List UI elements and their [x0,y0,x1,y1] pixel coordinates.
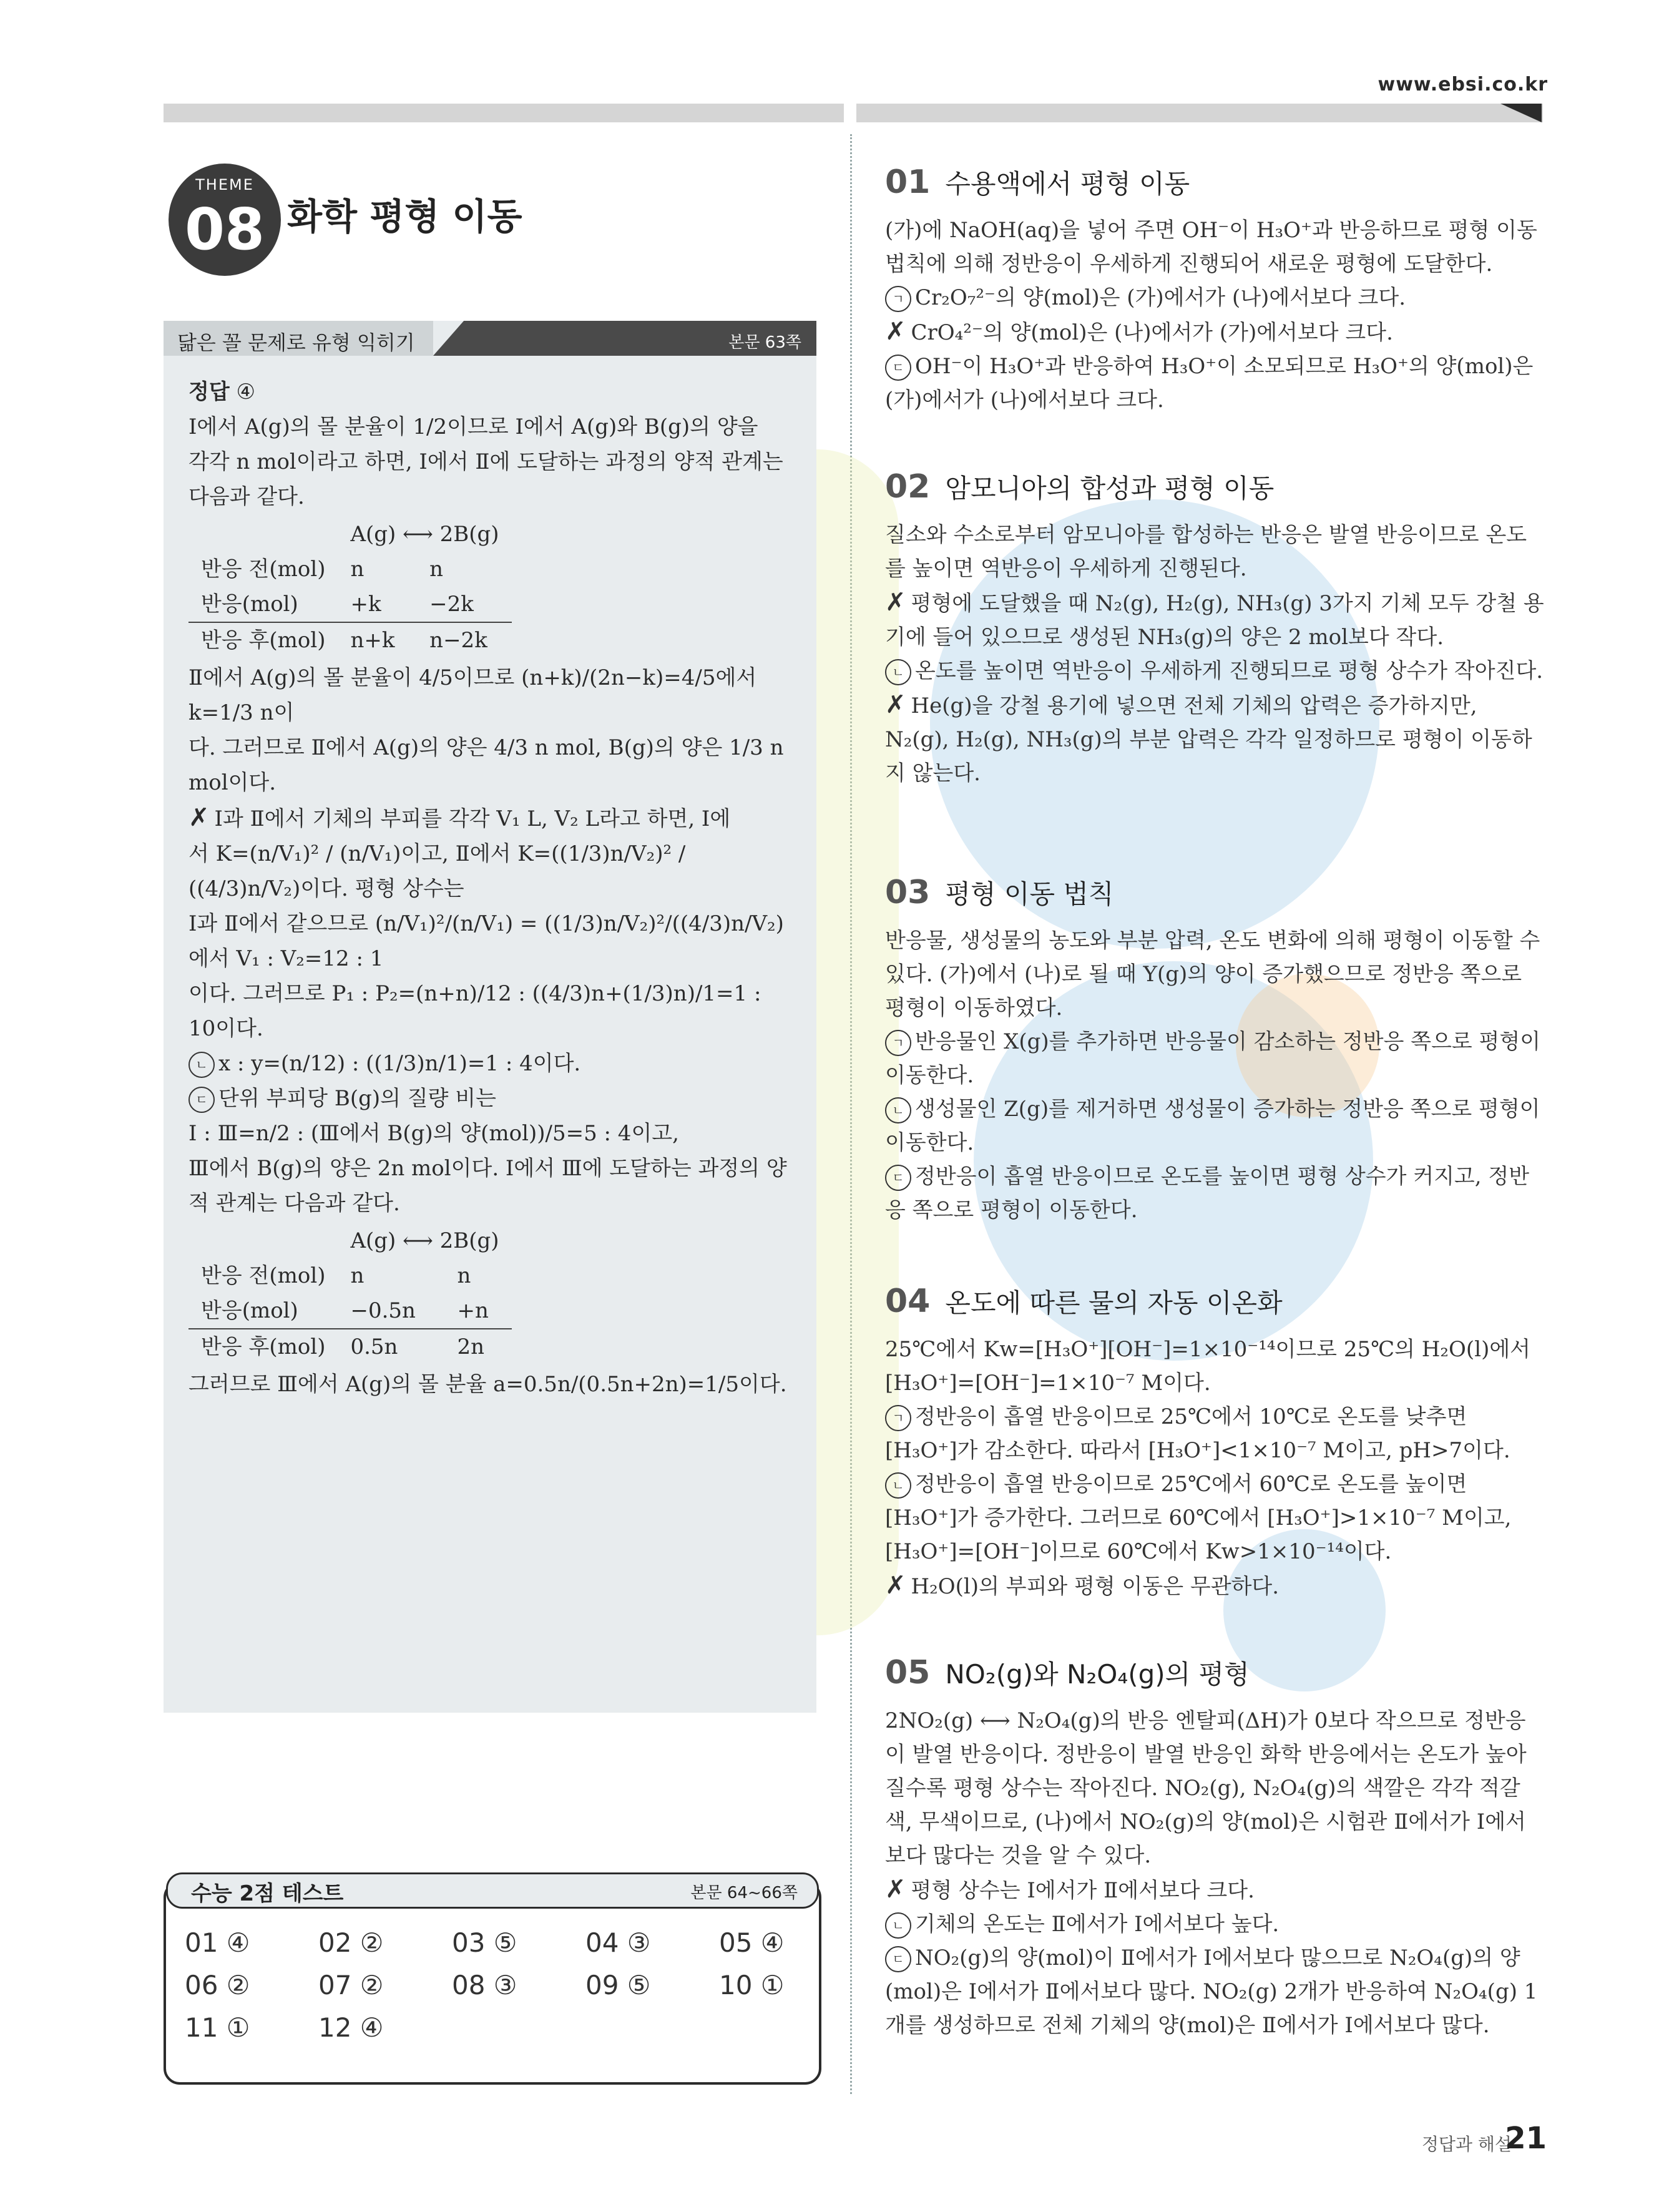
answer-item: 02 ② [318,1927,384,1958]
section-04 [885,1283,1544,1603]
table-row-label: 반응 후(mol) [188,622,338,658]
explanation-text: Ⅰ : Ⅲ=n/2 : (Ⅲ에서 B(g)의 양(mol))/5=5 : 4이고, [188,1121,679,1146]
incorrect-mark-icon: ✗ [885,317,906,346]
section-text: 질소와 수소로부터 암모니아를 합성하는 반응은 발열 반응이므로 온도를 높이면 역반응이 우세하게 진행된다. [885,522,1527,581]
theme-badge [169,164,281,276]
test-answer-header [166,1872,819,1905]
answer-item: 06 ② [185,1970,250,2000]
explanation-text: Ⅰ에서 A(g)의 몰 분율이 1/2이므로 Ⅰ에서 A(g)와 B(g)의 양을 [188,414,758,439]
section-title: 암모니아의 합성과 평형 이동 [945,473,1275,504]
similar-problem-page-ref: 본문 63쪽 [728,333,801,352]
theme-label: THEME [195,176,254,193]
theme-number: 08 [184,196,265,263]
explanation-text: 다. 그러므로 Ⅱ에서 A(g)의 양은 4/3 n mol, B(g)의 양은 1/3 n [188,735,784,760]
table-cell: −0.5n [350,1298,416,1323]
incorrect-mark-icon: ✗ [885,588,906,617]
section-number: 01 [885,164,931,201]
answer-item: 10 ① [719,1970,785,2000]
reaction-equation: A(g) ⟷ 2B(g) [350,522,499,547]
reaction-equation: A(g) ⟷ 2B(g) [350,1228,499,1253]
answer-item: 05 ④ [719,1927,785,1958]
section-text: (가)에 NaOH(aq)을 넣어 주면 OH⁻이 H₃O⁺과 반응하므로 평형 이동 법칙에 의해 정반응이 우세하게 진행되어 새로운 평형에 도달한다. [885,218,1537,276]
section-text: CrO₄²⁻의 양(mol)은 (나)에서가 (가)에서보다 크다. [911,320,1393,345]
stoichiometry-table-2 [188,1223,512,1364]
explanation-text: 이다. 그러므로 P₁ : P₂=(n+n)/12 : ((4/3)n+(1/3)n)/1=1 : 10이다. [188,981,761,1041]
answer-item: 04 ③ [585,1927,651,1958]
incorrect-mark-icon: ✗ [188,803,210,832]
choice-mark-icon: ㄱ [885,286,911,312]
answer-value: ④ [236,379,255,404]
answer-item: 09 ⑤ [585,1970,651,2000]
choice-mark-icon: ㄱ [885,1405,911,1431]
table-row-label: 반응 전(mol) [201,1263,326,1288]
explanation-text: x : y=(n/12) : ((1/3)n/1)=1 : 4이다. [218,1051,581,1076]
answer-label: 정답 [188,379,230,404]
similar-problem-body [188,374,794,1402]
answer-item: 07 ② [318,1970,384,2000]
choice-mark-icon: ㄱ [885,1030,911,1056]
table-cell: n [429,557,444,582]
table-cell: n+k [338,622,417,658]
answer-item: 03 ⑤ [452,1927,517,1958]
choice-mark-icon: ㄴ [885,659,911,685]
choice-mark-icon: ㄴ [188,1052,215,1078]
section-title: 수용액에서 평형 이동 [945,169,1190,199]
section-text: 정반응이 흡열 반응이므로 25℃에서 60℃로 온도를 높이면 [H₃O⁺]가 증가한다. 그러므로 60℃에서 [H₃O⁺]>1×10⁻⁷ M이고, [H₃O⁺]=[OH⁻]이므로 60℃에서 Kw>1×10⁻¹⁴이다. [885,1472,1512,1564]
choice-mark-icon: ㄷ [188,1087,215,1113]
similar-problem-box [164,321,816,1713]
explanation-text: 단위 부피당 B(g)의 질량 비는 [218,1086,496,1111]
explanation-text: Ⅰ과 Ⅱ에서 같으므로 (n/V₁)²/(n/V₁) = ((1/3)n/V₂)²/((4/3)n/V₂)에서 V₁ : V₂=12 : 1 [188,911,784,971]
section-text: 2NO₂(g) ⟷ N₂O₄(g)의 반응 엔탈피(ΔH)가 0보다 작으므로 정반응이 발열 반응이다. 정반응이 발열 반응인 화학 반응에서는 온도가 높아질수록 평형 상수는 작아진다. NO₂(g), N₂O₄(g)의 색깔은 각각 적갈색, 무색이므로, (나)에서 NO₂(g)의 양(mol)은 시험관 Ⅱ에서가 Ⅰ에서보다 많다는 것을 알 수 있다. [885,1708,1527,1868]
explanation-text: 각각 n mol이라고 하면, Ⅰ에서 Ⅱ에 도달하는 과정의 양적 관계는 다음과 같다. [188,449,783,509]
section-text: 평형에 도달했을 때 N₂(g), H₂(g), NH₃(g) 3가지 기체 모두 강철 용기에 들어 있으므로 생성된 NH₃(g)의 양은 2 mol보다 작다. [885,591,1544,650]
table-cell: n [457,1263,471,1288]
explanation-text: 서 K=(n/V₁)² / (n/V₁)이고, Ⅱ에서 K=((1/3)n/V₂)² / ((4/3)n/V₂)이다. 평형 상수는 [188,841,686,901]
section-text: NO₂(g)의 양(mol)이 Ⅱ에서가 Ⅰ에서보다 많으므로 N₂O₄(g)의 양(mol)은 Ⅰ에서가 Ⅱ에서보다 많다. NO₂(g) 2개가 반응하여 N₂O₄(g) 1개를 생성하므로 전체 기체의 양(mol)은 Ⅱ에서가 Ⅰ에서보다 많다. [885,1945,1538,2038]
section-02 [885,468,1544,790]
section-text: Cr₂O₇²⁻의 양(mol)은 (가)에서가 (나)에서보다 크다. [915,285,1406,310]
stoichiometry-table-1 [188,517,512,658]
section-text: 평형 상수는 Ⅰ에서가 Ⅱ에서보다 크다. [911,1878,1255,1903]
choice-mark-icon: ㄷ [885,355,911,381]
table-row-label: 반응 후(mol) [188,1329,338,1364]
test-title: 수능 2점 테스트 [191,1881,344,1906]
section-text: H₂O(l)의 부피와 평형 이동은 무관하다. [911,1574,1280,1599]
explanation-text: Ⅲ에서 B(g)의 양은 2n mol이다. Ⅰ에서 Ⅲ에 도달하는 과정의 양적 관계는 다음과 같다. [188,1156,787,1216]
answer-item: 08 ③ [452,1970,517,2000]
theme-title: 화학 평형 이동 [287,195,522,238]
section-number: 02 [885,468,931,506]
table-row-label: 반응 전(mol) [201,557,326,582]
table-cell: n−2k [417,622,511,658]
section-number: 04 [885,1283,931,1320]
table-cell: +k [350,592,381,617]
incorrect-mark-icon: ✗ [885,1571,906,1600]
section-text: OH⁻이 H₃O⁺과 반응하여 H₃O⁺이 소모되므로 H₃O⁺의 양(mol)은 (가)에서가 (나)에서보다 크다. [885,354,1534,413]
explanation-text: Ⅱ에서 A(g)의 몰 분율이 4/5이므로 (n+k)/(2n−k)=4/5에서 k=1/3 n이 [188,665,757,725]
page-number: 21 [1505,2121,1547,2156]
choice-mark-icon: ㄴ [885,1912,911,1939]
footer-label: 정답과 해설 [1421,2134,1512,2155]
choice-mark-icon: ㄷ [885,1946,911,1972]
section-number: 03 [885,874,931,911]
explanation-text: Ⅰ과 Ⅱ에서 기체의 부피를 각각 V₁ L, V₂ L라고 하면, Ⅰ에 [214,806,731,831]
incorrect-mark-icon: ✗ [885,1875,906,1904]
section-05 [885,1654,1544,2042]
test-page-ref: 본문 64~66쪽 [690,1884,798,1902]
section-title: 온도에 따른 물의 자동 이온화 [945,1288,1283,1318]
section-text: 반응물인 X(g)를 추가하면 반응물이 감소하는 정반응 쪽으로 평형이 이동한다. [885,1029,1541,1088]
top-rule-right [856,104,1543,122]
section-text: He(g)을 강철 용기에 넣으면 전체 기체의 압력은 증가하지만, N₂(g), H₂(g), NH₃(g)의 부분 압력은 각각 일정하므로 평형이 이동하지 않는다. [885,693,1532,786]
table-row-label: 반응(mol) [201,1298,298,1323]
table-cell: −2k [429,592,474,617]
answer-item: 11 ① [185,2012,250,2043]
table-cell: 0.5n [338,1329,444,1364]
test-answer-box [164,1881,821,2085]
table-cell: n [350,1263,365,1288]
table-cell: 2n [445,1329,512,1364]
section-text: 25℃에서 Kw=[H₃O⁺][OH⁻]=1×10⁻¹⁴이므로 25℃의 H₂O(l)에서 [H₃O⁺]=[OH⁻]=1×10⁻⁷ M이다. [885,1337,1531,1396]
section-01 [885,164,1544,417]
answer-item: 01 ④ [185,1927,250,1958]
section-text: 기체의 온도는 Ⅱ에서가 Ⅰ에서보다 높다. [915,1912,1280,1937]
answer-item: 12 ④ [318,2012,384,2043]
section-03 [885,874,1544,1227]
table-row-label: 반응(mol) [201,592,298,617]
section-text: 반응물, 생성물의 농도와 부분 압력, 온도 변화에 의해 평형이 이동할 수 있다. (가)에서 (나)로 될 때 Y(g)의 양이 증가했으므로 정반응 쪽으로 평형이 이동하였다. [885,928,1540,1020]
top-rule-left [164,104,844,122]
similar-problem-heading: 닮은 꼴 문제로 유형 익히기 [177,331,415,355]
explanation-text: 그러므로 Ⅲ에서 A(g)의 몰 분율 a=0.5n/(0.5n+2n)=1/5이다. [188,1372,787,1397]
section-title: 평형 이동 법칙 [945,879,1114,909]
table-cell: +n [457,1298,489,1323]
choice-mark-icon: ㄴ [885,1097,911,1123]
section-text: 정반응이 흡열 반응이므로 25℃에서 10℃로 온도를 낮추면 [H₃O⁺]가 감소한다. 따라서 [H₃O⁺]<1×10⁻⁷ M이고, pH>7이다. [885,1404,1510,1463]
section-number: 05 [885,1654,931,1691]
incorrect-mark-icon: ✗ [885,690,906,719]
table-cell: n [350,557,365,582]
explanation-text: mol이다. [188,770,276,795]
section-text: 생성물인 Z(g)를 제거하면 생성물이 증가하는 정반응 쪽으로 평형이 이동한다. [885,1097,1540,1155]
section-title: NO₂(g)와 N₂O₄(g)의 평형 [945,1659,1250,1690]
section-text: 정반응이 흡열 반응이므로 온도를 높이면 평형 상수가 커지고, 정반응 쪽으로 평형이 이동한다. [885,1164,1530,1223]
section-text: 온도를 높이면 역반응이 우세하게 진행되므로 평형 상수가 작아진다. [915,658,1544,683]
site-url: www.ebsi.co.kr [1378,74,1548,95]
choice-mark-icon: ㄴ [885,1472,911,1499]
choice-mark-icon: ㄷ [885,1165,911,1191]
similar-problem-header [164,321,816,356]
